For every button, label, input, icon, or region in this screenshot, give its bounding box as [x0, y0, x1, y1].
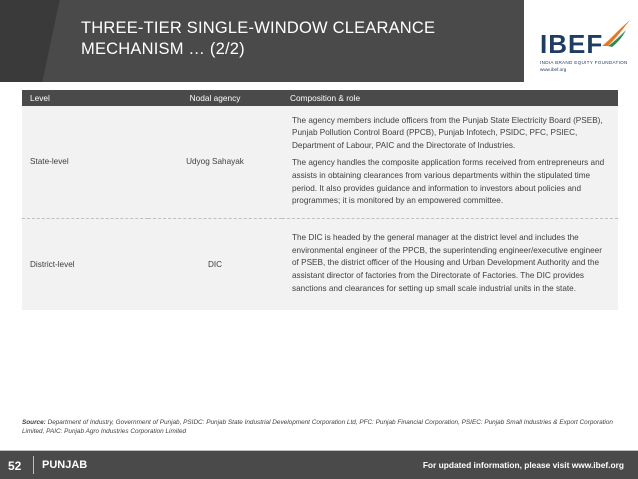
logo-wordmark: IBEF: [540, 29, 604, 59]
clearance-table: [22, 90, 618, 310]
cell-level: State-level: [22, 106, 148, 218]
role-paragraph: The DIC is headed by the general manager at the district level and includes the environmental engineer of the PPCB, the superintending engineer/executive engineer of PSEB, the district officer of the Housing and Urban Development Authority and the assistant director of factories from the Directorate of Factories. The DIC provides sanctions and clearances for setting up small scale industrial units in the state.: [292, 233, 602, 293]
table-header-row: [22, 90, 618, 106]
table-row: [22, 106, 618, 218]
role-paragraph: The agency handles the composite application forms received from entrepreneurs and assists in obtaining clearances from various departments within the stipulated time period. It also provides guidance and information to investors about policies and programmes; it is monitored by an empowered committee.: [292, 158, 605, 206]
footer-bar: [0, 451, 638, 479]
footer-website-link[interactable]: For updated information, please visit www.ibef.org: [422, 460, 624, 470]
cell-level: District-level: [22, 218, 148, 310]
header-composition-role: Composition & role: [282, 90, 618, 106]
title-line-1: THREE-TIER SINGLE-WINDOW CLEARANCE: [81, 19, 436, 37]
source-text: Department of Industry, Government of Punjab, PSIDC: Punjab State Industrial Development Corporation Ltd, PFC: Punjab Financial Corporation, PSIEC: Punjab Small Industries & Export Corporation Limited, PAIC: Punjab Agro Industries Corporation Limited: [22, 419, 613, 435]
footer-state: PUNJAB: [42, 459, 88, 471]
logo-tagline: INDIA BRAND EQUITY FOUNDATION: [540, 60, 628, 65]
cell-role: [282, 106, 618, 218]
bird-icon: [600, 18, 632, 48]
source-label: Source:: [22, 419, 46, 426]
cell-agency: Udyog Sahayak: [148, 106, 282, 218]
cell-agency: DIC: [148, 218, 282, 310]
header-bar: [0, 0, 524, 82]
role-paragraph: The agency members include officers from the Punjab State Electricity Board (PSEB), Punjab Pollution Control Board (PPCB), Punjab Infotech, PSIDC, PFC, PSIEC, Department of Labour, PAIC and the Directorate of Industries.: [292, 115, 603, 150]
logo-url: www.ibef.org: [540, 67, 567, 72]
page-number: 52: [8, 459, 22, 473]
header-nodal-agency: Nodal agency: [148, 90, 282, 106]
page-title: [81, 18, 511, 60]
source-note: [22, 418, 622, 436]
table-row: [22, 218, 618, 310]
ibef-logo: [526, 0, 638, 82]
header-level: Level: [22, 90, 148, 106]
footer-separator: [33, 456, 34, 474]
header-accent: [0, 0, 42, 82]
cell-role: [282, 218, 618, 310]
title-line-2: MECHANISM … (2/2): [81, 40, 245, 58]
